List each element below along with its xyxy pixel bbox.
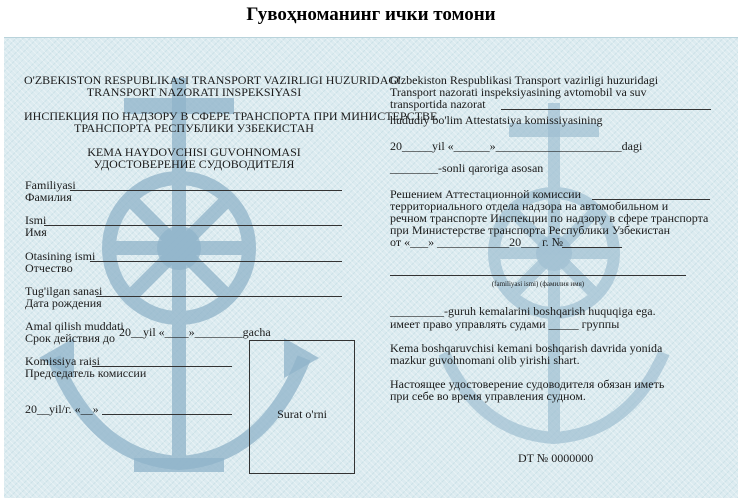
license-document	[4, 37, 738, 498]
commission-chair-label-ru: Председатель комиссии	[25, 366, 147, 380]
ministry-inspection-uz: TRANSPORT NAZORATI INSPEKSIYASI	[86, 85, 302, 99]
issuer-region-line	[501, 109, 711, 110]
decision-ru-line-3: речном транспорте Инспекции по надзору в сфере транспорта	[390, 211, 709, 225]
decision-ru-line-4: при Министерстве транспорта Республики Узбекистан	[390, 223, 670, 237]
issuer-line-4: hududiy bo'lim Attestatsiya komissiyasining	[390, 113, 603, 127]
holder-name-caption: (familiyasi ismi) (фамилия имя)	[491, 280, 585, 288]
decision-date-uz: 20_____yil «______»_____________________dagi	[390, 139, 643, 153]
issuer-line-1: O'zbekiston Respublikasi Transport vazirligi huzuridagi	[390, 73, 659, 87]
ministry-name-uz: O'ZBEKISTON RESPUBLIKASI TRANSPORT VAZIRLIGI HUZURIDAGI	[24, 73, 402, 87]
serial-number: DT № 0000000	[518, 451, 594, 465]
vessel-group-uz: _________-guruh kemalarini boshqarish huquqiga ega.	[390, 304, 656, 318]
carry-notice-uz-2: mazkur guvohnomani olib yirishi shart.	[390, 353, 580, 367]
page-caption: Гувоҳноманинг ички томони	[246, 4, 496, 25]
surname-field-line	[70, 190, 342, 191]
photo-placeholder-label: Surat o'rni	[277, 407, 327, 421]
issuer-line-2: Transport nazorati inspeksiyasining avtomobil va suv	[390, 85, 647, 99]
carry-notice-ru-2: при себе во время управления судном.	[390, 389, 586, 403]
surname-label-ru: Фамилия	[25, 190, 72, 204]
name-field-line	[44, 225, 342, 226]
surname-label-uz: Familiyasi	[25, 178, 76, 192]
issue-date-label: 20__yil/г. «__»	[25, 402, 99, 416]
patronymic-label-ru: Отчество	[25, 261, 73, 275]
commission-chair-label-uz: Komissiya raisi	[25, 354, 100, 368]
ministry-name-ru: ИНСПЕКЦИЯ ПО НАДЗОРУ В СФЕРЕ ТРАНСПОРТА ПРИ МИНИСТЕРСТВЕ	[24, 109, 438, 123]
ministry-name-ru-2: ТРАНСПОРТА РЕСПУБЛИКИ УЗБЕКИСТАН	[74, 121, 314, 135]
name-label-ru: Имя	[25, 225, 47, 239]
vessel-group-ru: имеет право управлять судами _____ группы	[390, 317, 620, 331]
holder-name-line	[390, 275, 686, 276]
name-label-uz: Ismi	[25, 213, 47, 227]
decision-ru-line-2: территориального отдела надзора на автомобильном и	[390, 199, 669, 213]
decision-number-line	[562, 247, 622, 248]
birthdate-label-ru: Дата рождения	[25, 296, 102, 310]
decision-ru-line-5: от «___» ____________20___ г. №	[390, 235, 564, 249]
decision-number-uz: ________-sonli qaroriga asosan	[390, 161, 544, 175]
patronymic-field-line	[90, 261, 342, 262]
document-title-uz: KEMA HAYDOVCHISI GUVOHNOMASI	[87, 145, 301, 159]
carry-notice-ru-1: Настоящее удостоверение судоводителя обязан иметь	[390, 377, 665, 391]
birthdate-label-uz: Tug'ilgan sanasi	[25, 284, 103, 298]
document-title-ru: УДОСТОВЕРЕНИЕ СУДОВОДИТЕЛЯ	[93, 157, 295, 171]
carry-notice-uz-1: Kema boshqaruvchisi kemani boshqarish davrida yonida	[390, 341, 663, 355]
validity-value: 20__yil «____»________gacha	[119, 325, 271, 339]
issue-date-line	[102, 414, 232, 415]
decision-ru-line-1: Решением Аттестационной комиссии	[390, 187, 582, 201]
validity-label-uz: Amal qilish muddati	[25, 319, 124, 333]
photo-placeholder	[249, 340, 355, 474]
validity-label-ru: Срок действия до	[25, 331, 115, 345]
issuer-line-3: transportida nazorat	[390, 97, 486, 111]
birthdate-field-line	[96, 296, 342, 297]
patronymic-label-uz: Otasining ismi	[25, 249, 96, 263]
